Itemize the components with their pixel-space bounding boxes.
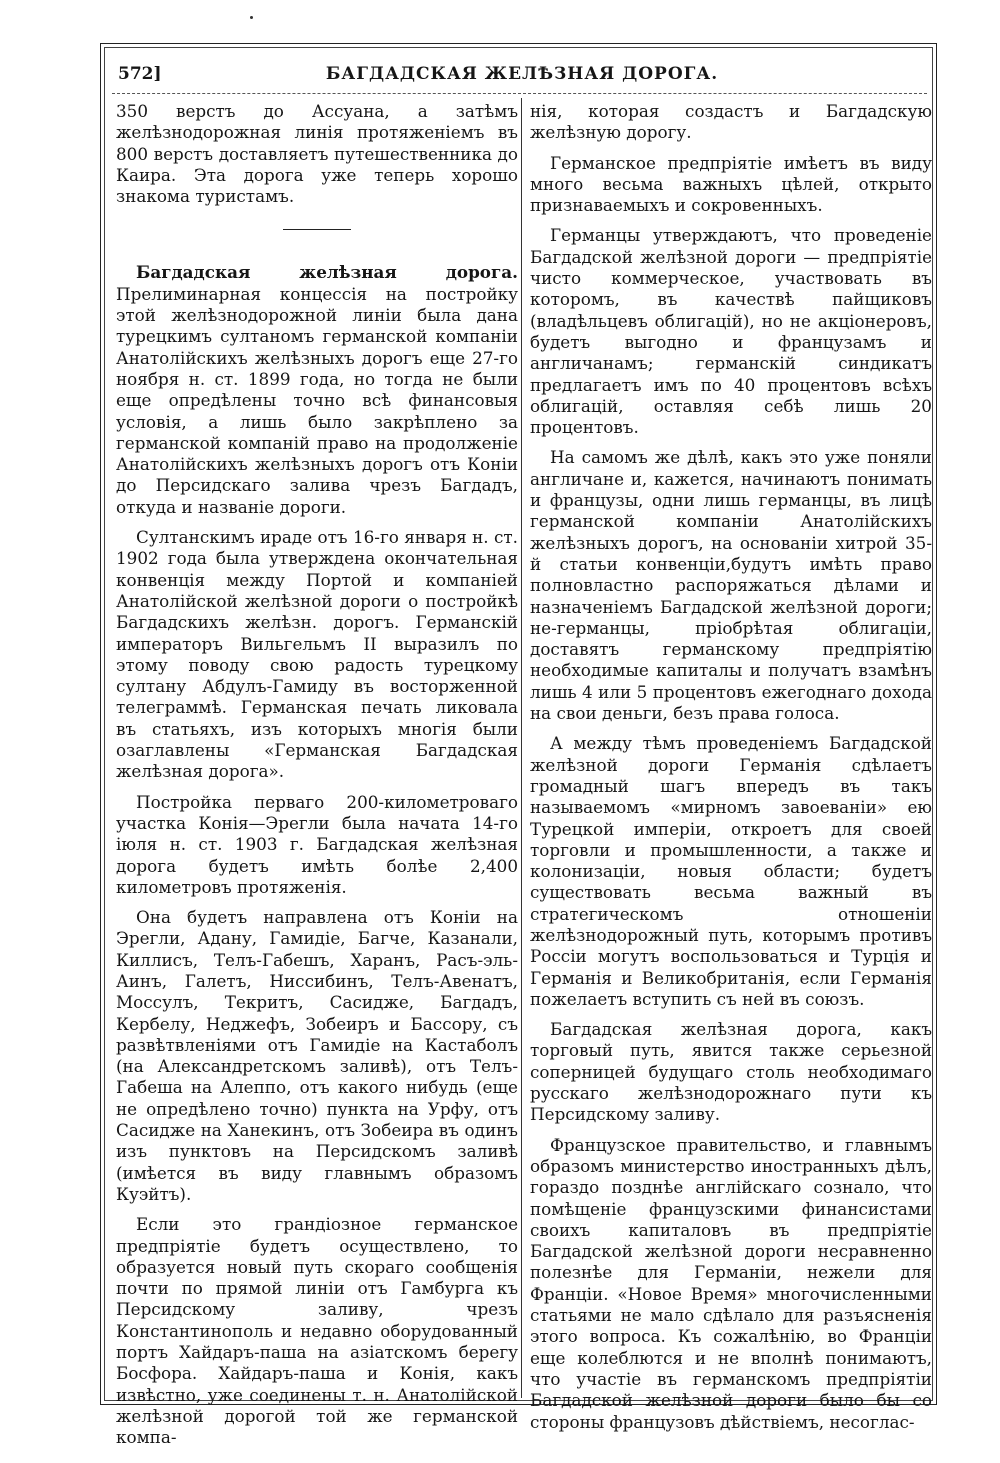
page-number: 572] xyxy=(118,64,162,84)
column-divider xyxy=(521,98,522,1398)
page-header xyxy=(118,58,926,88)
paragraph: Германское предпріятіе имѣетъ въ виду много весьма важныхъ цѣлей, открыто признаваемыхъ и сокровенныхъ. xyxy=(530,152,932,216)
paragraph-body: Прелиминарная концессія на постройку этой желѣзнодорожной линіи была дана турецкимъ султаномъ германской компаніи Анатолійскихъ желѣзныхъ дорогъ еще 27-го ноября н. ст. 1899 года, но тогда не были еще опредѣлены точно всѣ финансовыя условія, а лишь было закрѣплено за германской компаній право на продолженіе Анатолійскихъ желѣзныхъ дорогъ отъ Коніи до Персидскаго залива чрезъ Багдадъ, откуда и названіе дороги. xyxy=(116,283,518,517)
paragraph: Если это грандіозное германское предпріятіе будетъ осуществлено, то образуется новый путь скораго сообщенія почти по прямой линіи отъ Гамбурга къ Персидскому заливу, чрезъ Константинополь и недавно оборудованный портъ Хайдаръ-паша на азіатскомъ берегу Босфора. Хайдаръ-паша и Конія, какъ извѣстно, уже соединены т. н. Анатолійской желѣзной дорогой той же германской компа- xyxy=(116,1214,518,1448)
paragraph: На самомъ же дѣлѣ, какъ это уже поняли англичане и, кажется, начинаютъ понимать и французы, одни лишь германцы, въ лицѣ германской компаніи Анатолійскихъ желѣзныхъ дорогъ, на основаніи хитрой 35-й статьи конвенціи,будутъ имѣть право полновластно распоряжаться дѣлами и назначеніемъ Багдадской желѣзной дороги; не-германцы, пріобрѣтая облигаціи, доставятъ германскому предпріятію необходимые капиталы и получатъ взамѣнъ лишь 4 или 5 процентовъ ежегоднаго дохода на свои деньги, безъ права голоса. xyxy=(530,447,932,724)
right-column xyxy=(530,101,932,1432)
header-rule xyxy=(112,93,927,94)
running-title: БАГДАДСКАЯ ЖЕЛѢЗНАЯ ДОРОГА. xyxy=(325,64,719,84)
section-separator xyxy=(283,229,351,230)
paragraph: Постройка перваго 200-километроваго участка Конія—Эрегли была начата 14-го іюля н. ст. 1903 г. Багдадская желѣзная дорога будетъ имѣть болѣе 2,400 километровъ протяженія. xyxy=(116,791,518,897)
paragraph: Султанскимъ ираде отъ 16-го января н. ст. 1902 года была утверждена окончательная конвенція между Портой и компаніей Анатолійской желѣзной дороги о постройкѣ Багдадскихъ желѣзн. дорогъ. Германскій императоръ Вильгельмъ II выразилъ по этому поводу свою радость турецкому султану Абдулъ-Гамиду въ восторженной телеграммѣ. Германская печать ликовала въ статьяхъ, изъ которыхъ многія были озаглавлены «Германская Багдадская желѣзная дорога». xyxy=(116,527,518,782)
paragraph: Багдадская желѣзная дорога, какъ торговый путь, явится также серьезной соперницей будущаго столь необходимаго русскаго желѣзнодорожнаго пути къ Персидскому заливу. xyxy=(530,1019,932,1125)
paragraph: Французское правительство, и главнымъ образомъ министерство иностранныхъ дѣлъ, гораздо позднѣе англійскаго сознало, что помѣщеніе французскими финансистами своихъ капиталовъ въ предпріятіе Багдадской желѣзной дороги несравненно полезнѣе для Германіи, нежели для Франціи. «Новое Время» многочисленными статьями не мало сдѣлало для разъясненія этого вопроса. Къ сожалѣнію, во Франціи еще колеблются и не вполнѣ понимаютъ, что участіе въ германскомъ предпріятіи Багдадской желѣзной дороги было бы со стороны французовъ дѣйствіемъ, несоглас- xyxy=(530,1134,932,1432)
page-speck xyxy=(250,16,253,19)
paragraph: Она будетъ направлена отъ Коніи на Эрегли, Адану, Гамидіе, Багче, Казанали, Киллисъ, Телъ-Габешъ, Харанъ, Расъ-эль-Аинъ, Галетъ, Ниссибинъ, Телъ-Авенатъ, Моссулъ, Текритъ, Сасидже, Багдадъ, Кербелу, Неджефъ, Зобеиръ и Бассору, съ развѣтвленіями отъ Гамидіе на Кастаболъ (на Александретскомъ заливѣ), отъ Телъ-Габеша на Алеппо, отъ какого нибудь (еще не опредѣлено точно) пункта на Урфу, отъ Сасидже на Ханекинъ, отъ Зобеира въ одинъ изъ пунктовъ на Персидскомъ заливѣ (имѣется въ виду главнымъ образомъ Куэйтъ). xyxy=(116,907,518,1204)
paragraph xyxy=(116,262,518,518)
section-heading: Багдадская желѣзная дорога. xyxy=(136,262,518,283)
paragraph: 350 верстъ до Ассуана, а затѣмъ желѣзнодорожная линія протяженіемъ въ 800 верстъ доставляетъ путешественника до Каира. Эта дорога уже теперь хорошо знакома туристамъ. xyxy=(116,101,518,207)
left-column xyxy=(116,101,518,1448)
paragraph: А между тѣмъ проведеніемъ Багдадской желѣзной дороги Германія сдѣлаетъ громадный шагъ впередъ въ такъ называемомъ «мирномъ завоеваніи» ею Турецкой имперіи, откроетъ для своей торговли и промышленности, а также и колонизаціи, новыя области; будетъ существовать весьма важный въ стратегическомъ отношеніи желѣзнодорожный путь, которымъ противъ Россіи могутъ воспользоваться и Турція и Германія и Великобританія, если Германія пожелаетъ вступить съ ней въ союзъ. xyxy=(530,733,932,1009)
paragraph: нія, которая создастъ и Багдадскую желѣзную дорогу. xyxy=(530,101,932,143)
paragraph: Германцы утверждаютъ, что проведеніе Багдадской желѣзной дороги — предпріятіе чисто коммерческое, участвовать въ которомъ, въ качествѣ пайщиковъ (владѣльцевъ облигацій), но не акціонеровъ, будетъ выгодно и французамъ и англичанамъ; германскій синдикатъ предлагаетъ имъ по 40 процентовъ всѣхъ облигацій, оставляя себѣ лишь 20 процентовъ. xyxy=(530,225,932,438)
